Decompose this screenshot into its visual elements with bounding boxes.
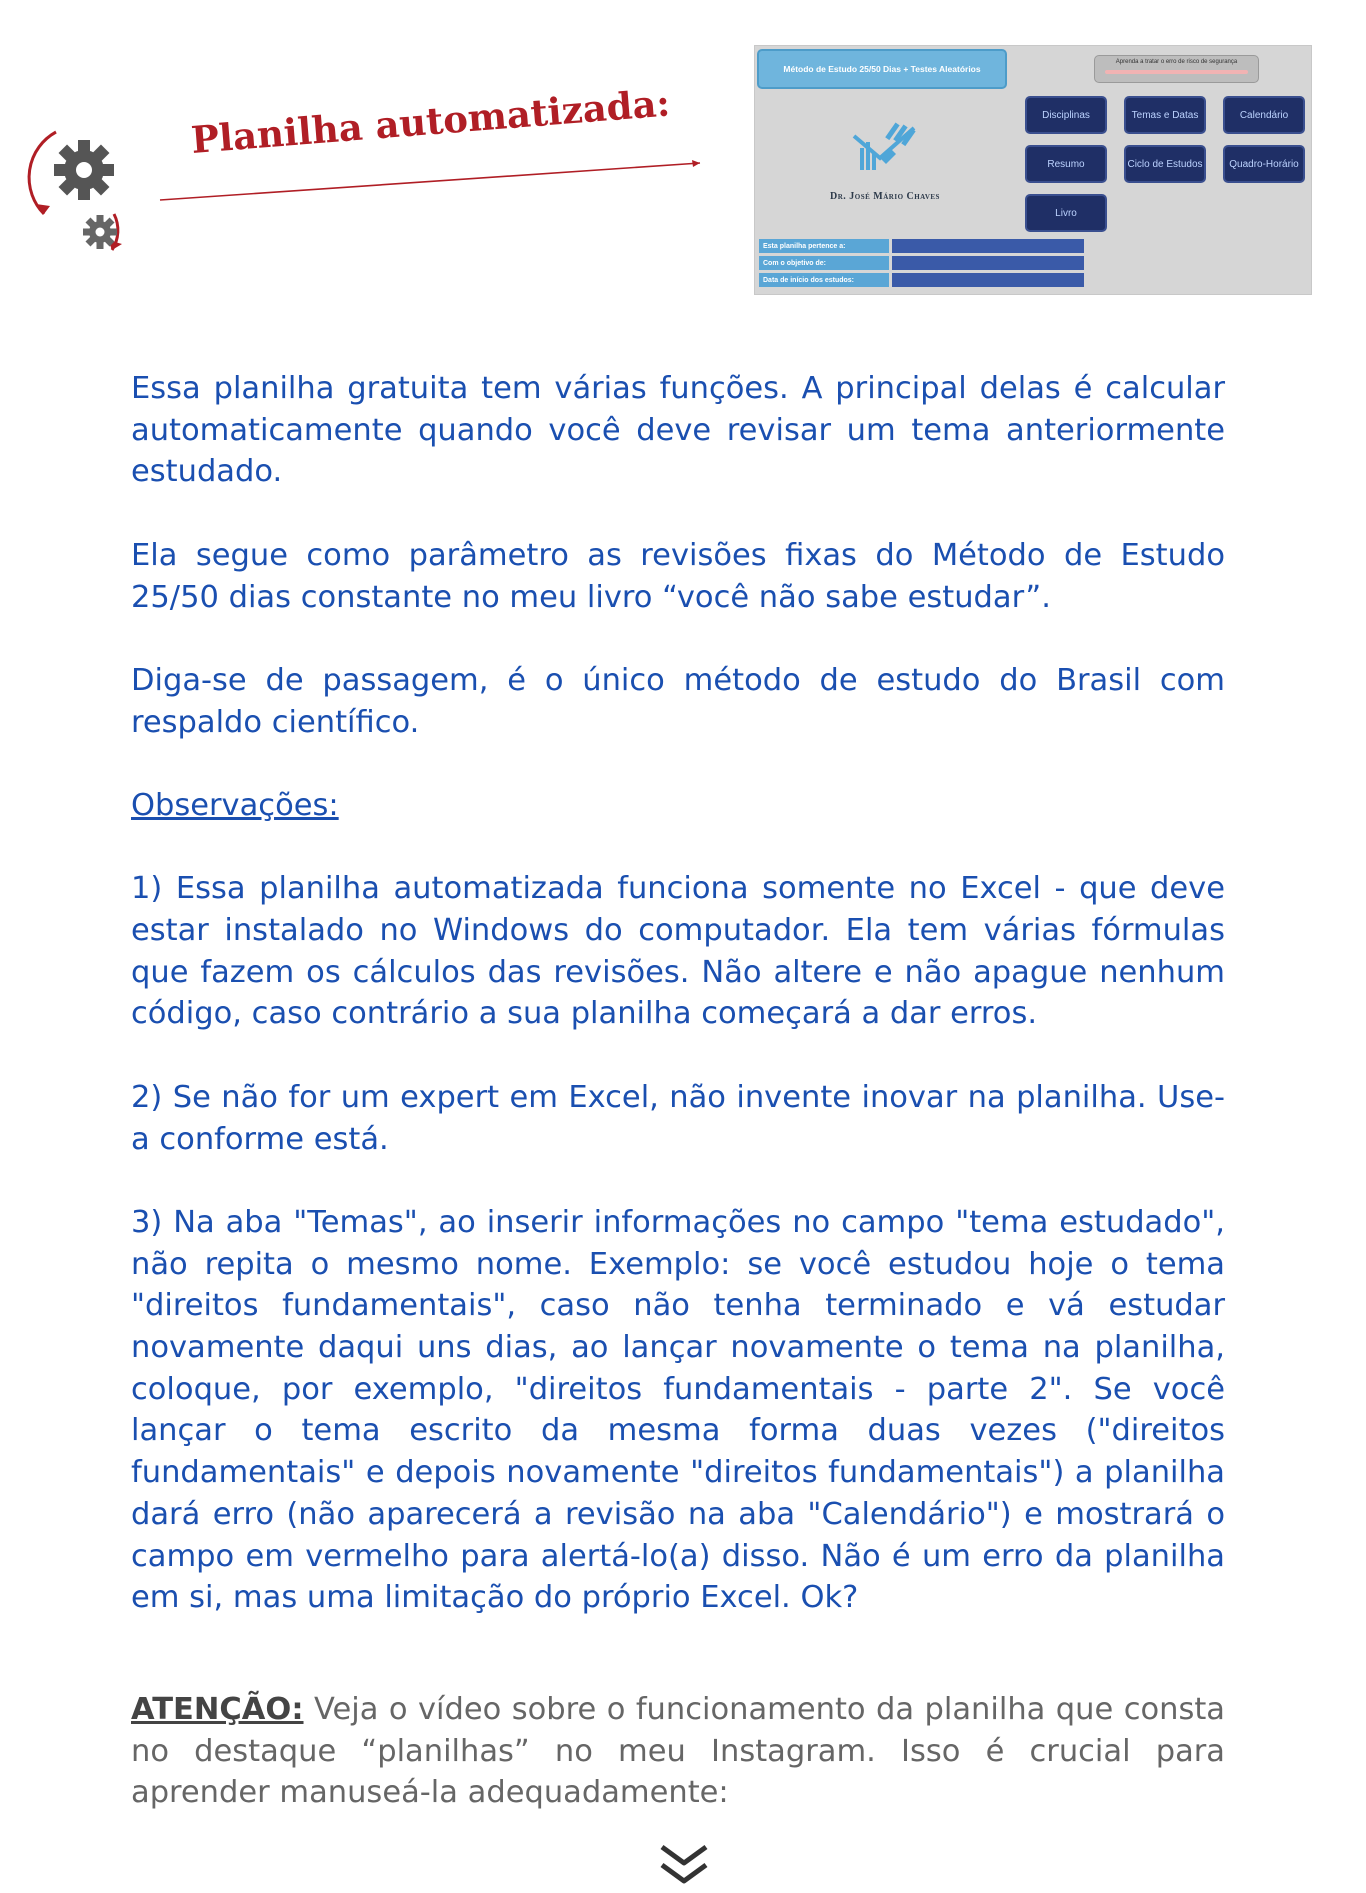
books-logo-icon	[850, 118, 920, 176]
gears-icon	[26, 122, 146, 262]
page-title: Planilha automatizada:	[189, 80, 672, 162]
sheet-button-calendario: Calendário	[1223, 96, 1305, 134]
paragraph-parameter: Ela segue como parâmetro as revisões fixas do Método de Estudo 25/50 dias constante no meu livro “você não sabe estudar”.	[131, 537, 1225, 615]
paragraph-intro: Essa planilha gratuita tem várias funções. A principal delas é calcular automaticamente quando você deve revisar um tema anteriormente estudado.	[131, 371, 1225, 490]
sheet-button-resumo: Resumo	[1025, 145, 1107, 183]
observations-heading: Observações:	[131, 787, 339, 823]
sheet-alert-text: Aprenda a tratar o erro de risco de segurança	[1115, 59, 1238, 65]
main-content	[131, 368, 1225, 1661]
sheet-row-label-start: Data de início dos estudos:	[759, 273, 889, 287]
sheet-alert-bar	[1105, 70, 1248, 74]
sheet-row-field-goal	[892, 256, 1084, 270]
paragraph-scientific: Diga-se de passagem, é o único método de estudo do Brasil com respaldo científico.	[131, 662, 1225, 740]
observation-1: 1) Essa planilha automatizada funciona somente no Excel - que deve estar instalado no Windows do computador. Ela tem várias fórmulas que fazem os cálculos das revisões. Não altere e não apague nenhum código, caso contrário a sua planilha começará a dar erros.	[131, 871, 1225, 1032]
sheet-button-temas: Temas e Datas	[1124, 96, 1206, 134]
sheet-row-label-goal: Com o objetivo de:	[759, 256, 889, 270]
sheet-row-field-start	[892, 273, 1084, 287]
attention-text: Veja o vídeo sobre o funcionamento da planilha que consta no destaque “planilhas” no meu Instagram. Isso é crucial para aprender manuseá-la adequadamente:	[131, 1692, 1225, 1811]
sheet-button-ciclo: Ciclo de Estudos	[1124, 145, 1206, 183]
sheet-alert	[1094, 55, 1259, 83]
title-underline	[155, 150, 715, 210]
sheet-button-disciplinas: Disciplinas	[1025, 96, 1107, 134]
attention-note	[131, 1689, 1225, 1814]
spreadsheet-preview	[754, 45, 1312, 295]
attention-label: ATENÇÃO:	[131, 1692, 304, 1727]
sheet-row-label-owner: Esta planilha pertence a:	[759, 239, 889, 253]
observation-3: 3) Na aba "Temas", ao inserir informações no campo "tema estudado", não repita o mesmo nome. Exemplo: se você estudou hoje o tema "direitos fundamentais", caso não tenha terminado e vá estudar novamente daqui uns dias, ao lançar novamente o tema na planilha, coloque, por exemplo, "direitos fundamentais - parte 2". Se você lançar o tema escrito da mesma forma duas vezes ("direitos fundamentais" e depois novamente "direitos fundamentais") a planilha dará erro (não aparecerá a revisão na aba "Calendário") e mostrará o campo em vermelho para alertá-lo(a) disso. Não é um erro da planilha em si, mas uma limitação do próprio Excel. Ok?	[131, 1204, 1225, 1616]
sheet-row-field-owner	[892, 239, 1084, 253]
sheet-button-quadro: Quadro-Horário	[1223, 145, 1305, 183]
observation-2: 2) Se não for um expert em Excel, não invente inovar na planilha. Use-a conforme está.	[131, 1079, 1225, 1157]
author-name: Dr. José Mário Chaves	[830, 191, 940, 202]
sheet-button-livro: Livro	[1025, 194, 1107, 232]
double-chevron-down-icon	[658, 1843, 710, 1889]
sheet-banner: Método de Estudo 25/50 Dias + Testes Aleatórios	[757, 49, 1007, 89]
